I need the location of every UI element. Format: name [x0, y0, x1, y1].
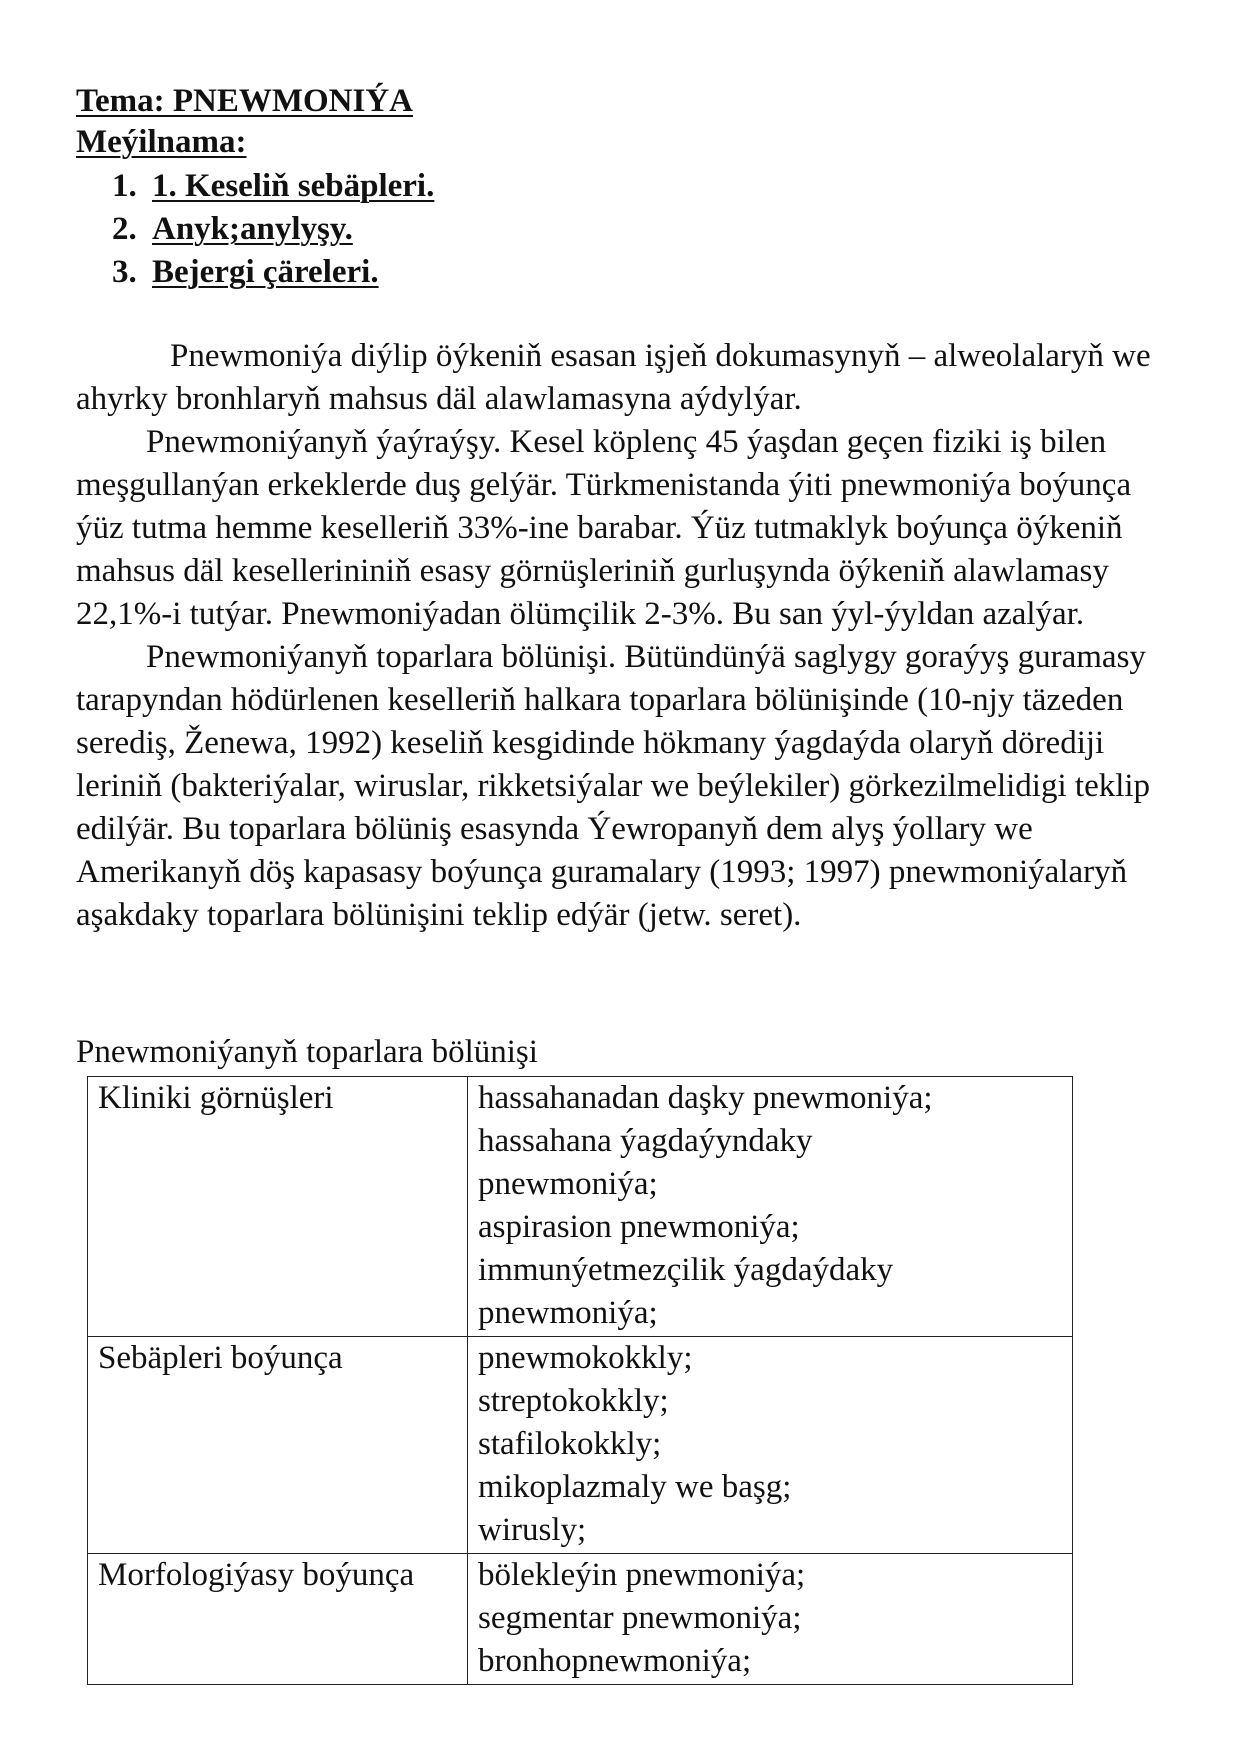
- plan-item-number: 2.: [112, 211, 137, 247]
- paragraph-prevalence: Pnewmoniýanyň ýaýraýşy. Kesel köplenç 45 ýaşdan geçen fiziki iş bilen meşgullanýan erkeklerde duş gelýär. Türkmenistanda ýiti pnewmoniýa boýunça ýüz tutma hemme keselleriň 33%-ine barabar. Ýüz tutmaklyk boýunça öýkeniň mahsus däl kesellerininiň esasy görnüşleriniň gurluşynda öýkeniň alawlamasy 22,1%-i tutýar. Pnewmoniýadan ölümçilik 2-3%. Bu san ýyl-ýyldan azalýar.: [76, 424, 1132, 632]
- paragraph-definition: Pnewmoniýa diýlip öýkeniň esasan işjeň dokumasynyň – alweolalaryň we ahyrky bronhlaryň mahsus däl alawlamasyna aýdylýar.: [76, 338, 1151, 417]
- plan-item-text: 1. Keseliň sebäpleri.: [152, 168, 435, 204]
- list-item: pnewmokokkly;: [478, 1340, 693, 1376]
- list-item: pnewmoniýa;: [478, 1166, 658, 1202]
- plan-item: [112, 165, 434, 208]
- items-cell: [468, 1337, 1073, 1554]
- list-item: bronhopnewmoniýa;: [478, 1643, 752, 1679]
- list-item: hassahana ýagdaýyndaky: [478, 1123, 813, 1159]
- plan-item-number: 3.: [112, 254, 137, 290]
- list-item: immunýetmezçilik ýagdaýdaky: [478, 1252, 894, 1288]
- table-row: [88, 1337, 1073, 1554]
- plan-item: [112, 251, 434, 294]
- paragraph-classification: Pnewmoniýanyň toparlara bölünişi. Bütündünýä saglygy goraýyş guramasy tarapyndan hödürlenen keselleriň halkara toparlara bölünişinde (10-njy täzeden serediş, Ženewa, 1992) keseliň kesgidinde hökmany ýagdaýda olaryň dörediji leriniň (bakteriýalar, wiruslar, rikketsiýalar we beýlekiler) görkezilmelidigi teklip edilýär. Bu toparlara bölüniş esasynda Ýewropanyň dem alyş ýollary we Amerikanyň döş kapasasy boýunça guramalary (1993; 1997) pnewmoniýalaryň aşakdaky toparlara bölünişini teklip edýär (jetw. seret).: [76, 639, 1151, 933]
- plan-item-text: Bejergi çäreleri.: [152, 254, 379, 290]
- plan-item-number: 1.: [112, 168, 137, 204]
- plan-list: [112, 165, 434, 294]
- list-item: stafilokokkly;: [478, 1426, 662, 1462]
- category-cell: Sebäpleri boýunça: [88, 1337, 468, 1554]
- plan-item-text: Anyk;anylyşy.: [152, 211, 353, 247]
- list-item: streptokokkly;: [478, 1383, 669, 1419]
- classification-table: [87, 1076, 1073, 1685]
- list-item: hassahanadan daşky pnewmoniýa;: [478, 1080, 933, 1116]
- category-cell: Morfologiýasy boýunça: [88, 1554, 468, 1685]
- list-item: aspirasion pnewmoniýa;: [478, 1209, 800, 1245]
- table-row: [88, 1077, 1073, 1337]
- category-cell: Kliniki görnüşleri: [88, 1077, 468, 1337]
- plan-item: [112, 208, 434, 251]
- list-item: mikoplazmaly we başg;: [478, 1469, 792, 1505]
- list-item: pnewmoniýa;: [478, 1295, 658, 1331]
- list-item: bölekleýin pnewmoniýa;: [478, 1557, 806, 1593]
- list-item: wirusly;: [478, 1512, 587, 1548]
- table-row: [88, 1554, 1073, 1685]
- items-cell: [468, 1554, 1073, 1685]
- plan-label: Meýilnama:: [76, 124, 247, 160]
- table-caption: Pnewmoniýanyň toparlara bölünişi: [76, 1034, 538, 1070]
- items-cell: [468, 1077, 1073, 1337]
- body-text: [76, 335, 1171, 937]
- topic-heading: Tema: PNEWMONIÝA: [76, 83, 414, 119]
- list-item: segmentar pnewmoniýa;: [478, 1600, 802, 1636]
